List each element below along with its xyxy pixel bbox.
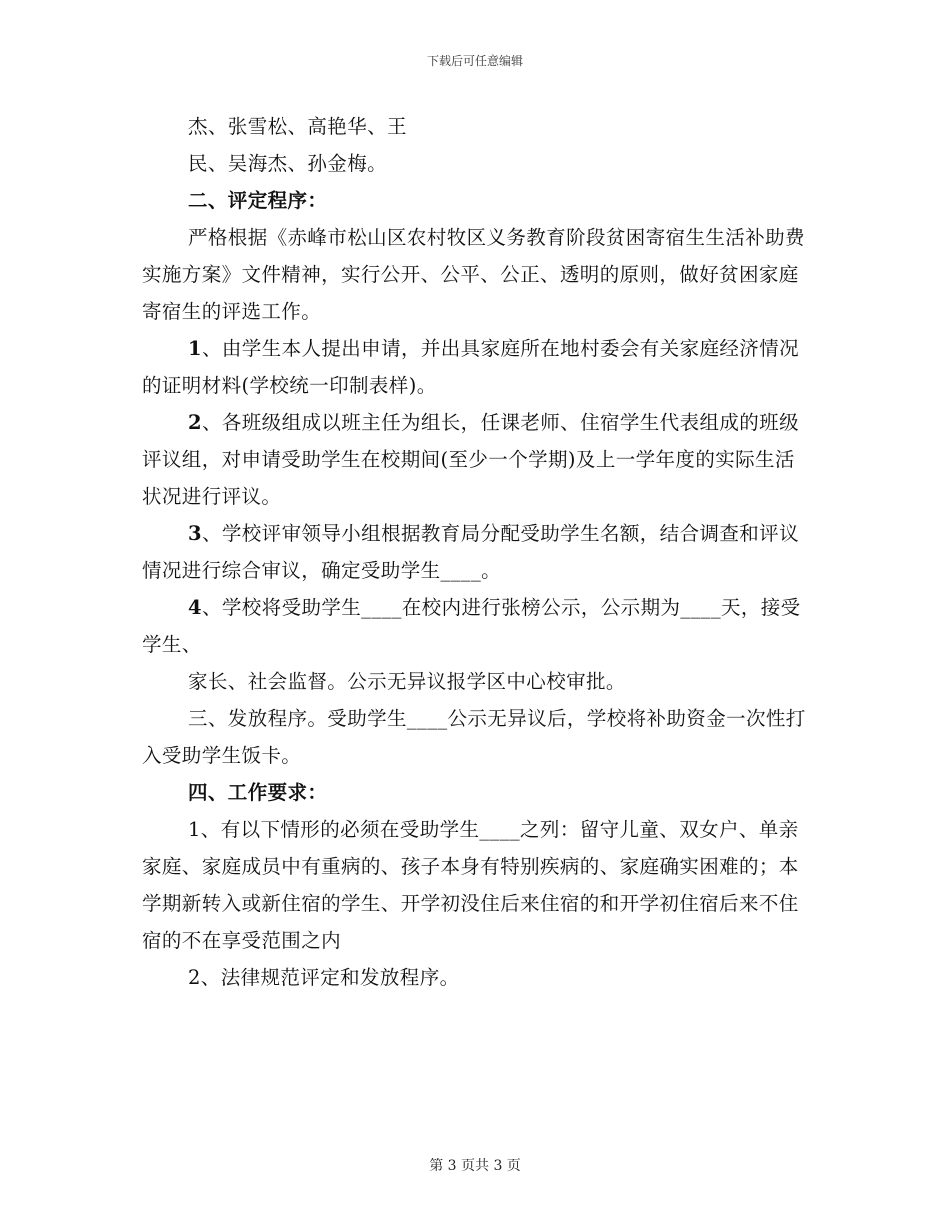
paragraph-step-4 — [142, 589, 806, 663]
section-heading-requirements: 四、工作要求： — [188, 781, 328, 804]
step-text: 、各班级组成以班主任为组长，任课老师、住宿学生代表组成的班级评议组，对申请受助学生在校期间(至少一个学期)及上一学年度的实际生活状况进行评议。 — [142, 411, 799, 508]
document-body — [142, 108, 806, 996]
page-header: 下载后可任意编辑 — [426, 54, 523, 68]
step-text: 、学校评审领导小组根据教育局分配受助学生名额，结合调查和评议情况进行综合审议，确定受助学生____。 — [142, 522, 799, 582]
paragraph-step-1 — [142, 330, 806, 404]
step-number: 2 — [188, 411, 202, 434]
step-number: 4 — [188, 596, 202, 619]
paragraph-evaluation-intro: 严格根据《赤峰市松山区农村牧区义务教育阶段贫困寄宿生生活补助费实施方案》文件精神，实行公开、公平、公正、透明的原则，做好贫困家庭寄宿生的评选工作。 — [142, 226, 805, 323]
paragraph-committee-list-2: 民、吴海杰、孙金梅。 — [188, 152, 388, 175]
step-text: 、学校将受助学生____在校内进行张榜公示，公示期为____天，接受学生、 — [142, 596, 801, 656]
paragraph-requirement-2: 2、法律规范评定和发放程序。 — [188, 966, 460, 989]
paragraph-step-3 — [142, 515, 806, 589]
paragraph-requirement-1: 1、有以下情形的必须在受助学生____之列：留守儿童、双女户、单亲家庭、家庭成员中有重病的、孩子本身有特别疾病的、家庭确实困难的；本学期新转入或新住宿的学生、开学初没住后来住宿的和开学初住宿后来不住宿的不在享受范围之内 — [142, 818, 799, 952]
step-number: 3 — [188, 522, 202, 545]
paragraph-distribution: 三、发放程序。受助学生____公示无异议后，学校将补助资金一次性打入受助学生饭卡。 — [142, 707, 806, 767]
paragraph-committee-list-1: 杰、张雪松、高艳华、王 — [188, 115, 407, 138]
paragraph-step-2 — [142, 404, 806, 515]
step-text: 、由学生本人提出申请，并出具家庭所在地村委会有关家庭经济情况的证明材料(学校统一印制表样)。 — [142, 337, 799, 397]
step-number: 1 — [188, 337, 202, 360]
section-heading-evaluation: 二、评定程序： — [188, 189, 328, 212]
paragraph-step-4-continued: 家长、社会监督。公示无异议报学区中心校审批。 — [188, 670, 626, 693]
page-footer: 第 3 页共 3 页 — [429, 1158, 521, 1174]
